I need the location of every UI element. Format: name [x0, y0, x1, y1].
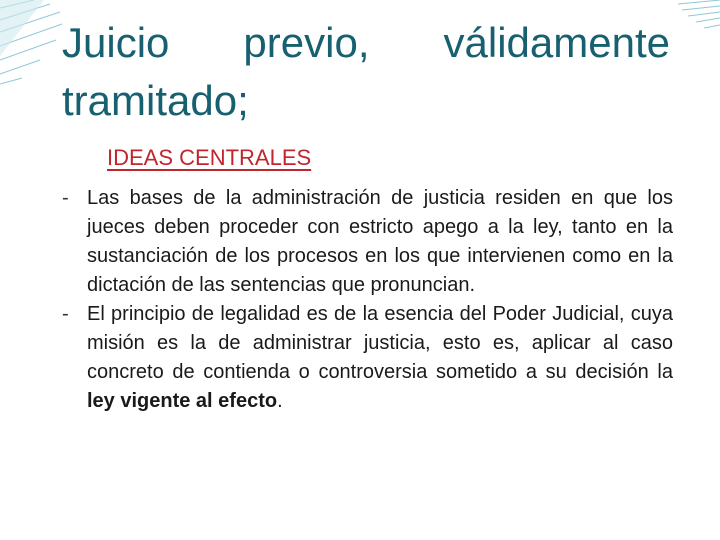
title-line-2: tramitado;: [62, 77, 249, 124]
bullet-text: El principio de legalidad es de la esencia del Poder Judicial, cuya misión es la de administrar justicia, esto es, aplicar al caso concreto de contienda o controversia sometido a su decisión la: [87, 303, 673, 383]
title-word: previo,: [243, 19, 370, 66]
bullet-marker: -: [62, 187, 69, 209]
bullet-marker: -: [62, 303, 69, 325]
corner-decoration-top-right: [670, 0, 720, 40]
bullet-text-end: .: [277, 390, 283, 412]
title-word: Juicio: [62, 19, 170, 66]
title-word: válidamente: [443, 19, 670, 66]
bullet-item: [62, 184, 673, 300]
section-subtitle: IDEAS CENTRALES: [107, 145, 312, 170]
bullet-text: Las bases de la administración de justicia residen en que los jueces deben proceder con estricto apego a la ley, tanto en la sustanciación de los procesos en los que intervienen como en la dictación de las sentencias que pronuncian.: [87, 187, 673, 296]
bullet-list: [62, 184, 673, 416]
slide-title: [62, 14, 670, 130]
bullet-bold-text: ley vigente al efecto: [87, 390, 278, 412]
title-line-1: [62, 14, 670, 72]
bullet-item: [62, 300, 673, 416]
